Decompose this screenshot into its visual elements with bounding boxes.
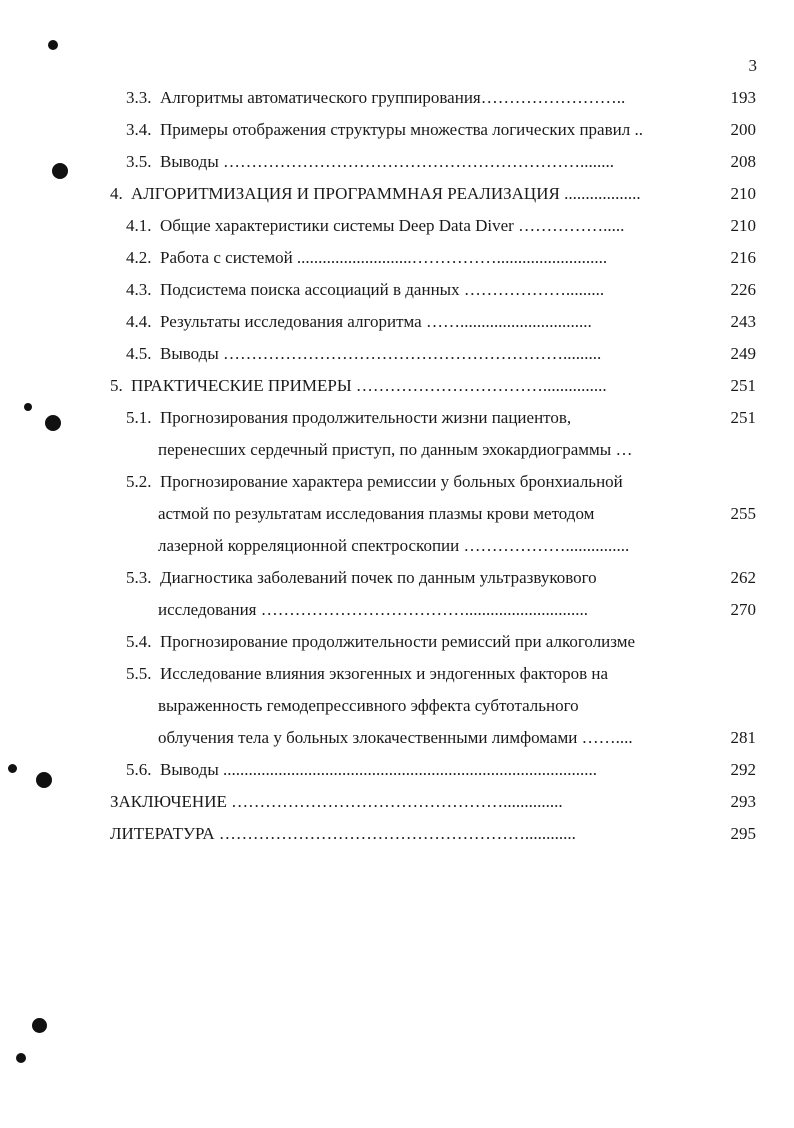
toc-number: 5.4.	[126, 632, 152, 651]
toc-title: астмой по результатам исследования плазмы крови методом	[158, 504, 595, 523]
toc-number: 5.5.	[126, 664, 152, 683]
toc-page: 251	[730, 376, 756, 395]
scan-mark	[32, 1018, 47, 1033]
toc-title: ЛИТЕРАТУРА ………………………………………………............	[110, 824, 576, 843]
toc-row	[0, 146, 794, 178]
toc-row	[0, 594, 794, 626]
toc-page: 255	[730, 504, 756, 523]
toc-page: 243	[730, 312, 756, 331]
toc-number: 3.4.	[126, 120, 152, 139]
toc-number: 5.3.	[126, 568, 152, 587]
toc-number: 3.3.	[126, 88, 152, 107]
toc-title: лазерной корреляционной спектроскопии ………………...............	[158, 536, 630, 555]
toc-row	[0, 498, 794, 530]
toc-number: 4.4.	[126, 312, 152, 331]
toc-number: 4.	[110, 184, 123, 203]
toc-row	[0, 338, 794, 370]
toc-row	[0, 530, 794, 562]
toc-title: Диагностика заболеваний почек по данным ультразвукового	[160, 568, 597, 587]
toc-row	[0, 82, 794, 114]
toc-title: Работа с системой ...........................……………..........................	[160, 248, 608, 267]
toc-row	[0, 370, 794, 402]
toc-row	[0, 690, 794, 722]
toc-title: Подсистема поиска ассоциаций в данных ……………….........	[160, 280, 605, 299]
toc-title: Выводы …………………………………………………….........	[160, 344, 602, 363]
toc-title: Прогнозирование характера ремиссии у больных бронхиальной	[160, 472, 623, 491]
toc-title: Примеры отображения структуры множества логических правил ..	[160, 120, 643, 139]
toc-page: 210	[730, 184, 756, 203]
page-number: 3	[748, 56, 757, 75]
scan-mark	[16, 1053, 26, 1063]
toc-number: 5.6.	[126, 760, 152, 779]
toc-page: 292	[730, 760, 756, 779]
toc-page: 226	[730, 280, 756, 299]
toc-number: 4.2.	[126, 248, 152, 267]
toc-row	[0, 434, 794, 466]
toc-row	[0, 722, 794, 754]
toc-title: ЗАКЛЮЧЕНИЕ …………………………………………..............	[110, 792, 563, 811]
toc-row	[0, 402, 794, 434]
toc-title: Прогнозирования продолжительности жизни пациентов,	[160, 408, 572, 427]
toc-row	[0, 818, 794, 850]
toc-title: ПРАКТИЧЕСКИЕ ПРИМЕРЫ ……………………………...............	[131, 376, 607, 395]
toc-title: исследования ……………………………….............................	[158, 600, 589, 619]
scan-mark	[48, 40, 58, 50]
toc-row	[0, 562, 794, 594]
toc-page: 200	[730, 120, 756, 139]
toc-title: Исследование влияния экзогенных и эндогенных факторов на	[160, 664, 609, 683]
toc-row	[0, 306, 794, 338]
toc-title: Результаты исследования алгоритма ……...............................	[160, 312, 592, 331]
toc-title: Выводы ........................................................................................	[160, 760, 598, 779]
toc-row	[0, 274, 794, 306]
toc-row	[0, 178, 794, 210]
toc-row	[0, 658, 794, 690]
toc-page: 193	[730, 88, 756, 107]
toc-number: 5.	[110, 376, 123, 395]
toc-title: Прогнозирование продолжительности ремиссий при алкоголизме	[160, 632, 636, 651]
toc-title: выраженность гемодепрессивного эффекта субтотального	[158, 696, 579, 715]
toc-number: 3.5.	[126, 152, 152, 171]
toc-title: Алгоритмы автоматического группирования……………………..	[160, 88, 626, 107]
toc-row	[0, 626, 794, 658]
toc-title: перенесших сердечный приступ, по данным эхокардиограммы …	[158, 440, 633, 459]
toc-page: 295	[730, 824, 756, 843]
toc-row	[0, 754, 794, 786]
toc-page: 281	[730, 728, 756, 747]
toc-page: 262	[730, 568, 756, 587]
toc-title: АЛГОРИТМИЗАЦИЯ И ПРОГРАММНАЯ РЕАЛИЗАЦИЯ ..................	[131, 184, 641, 203]
toc-number: 5.2.	[126, 472, 152, 491]
toc-number: 4.5.	[126, 344, 152, 363]
toc-row	[0, 242, 794, 274]
toc-page: 216	[730, 248, 756, 267]
toc-row	[0, 210, 794, 242]
toc-page: 249	[730, 344, 756, 363]
toc-title: Общие характеристики системы Deep Data Diver …………….....	[160, 216, 625, 235]
toc-row	[0, 466, 794, 498]
toc-row	[0, 114, 794, 146]
toc-page: 270	[730, 600, 756, 619]
toc-number: 5.1.	[126, 408, 152, 427]
toc-title: облучения тела у больных злокачественными лимфомами ……....	[158, 728, 633, 747]
toc-number: 4.1.	[126, 216, 152, 235]
toc-page: 208	[730, 152, 756, 171]
toc-page: 251	[730, 408, 756, 427]
toc-row	[0, 786, 794, 818]
toc-number: 4.3.	[126, 280, 152, 299]
toc-page: 293	[730, 792, 756, 811]
toc-page: 210	[730, 216, 756, 235]
toc-title: Выводы ………………………………………………………........	[160, 152, 615, 171]
